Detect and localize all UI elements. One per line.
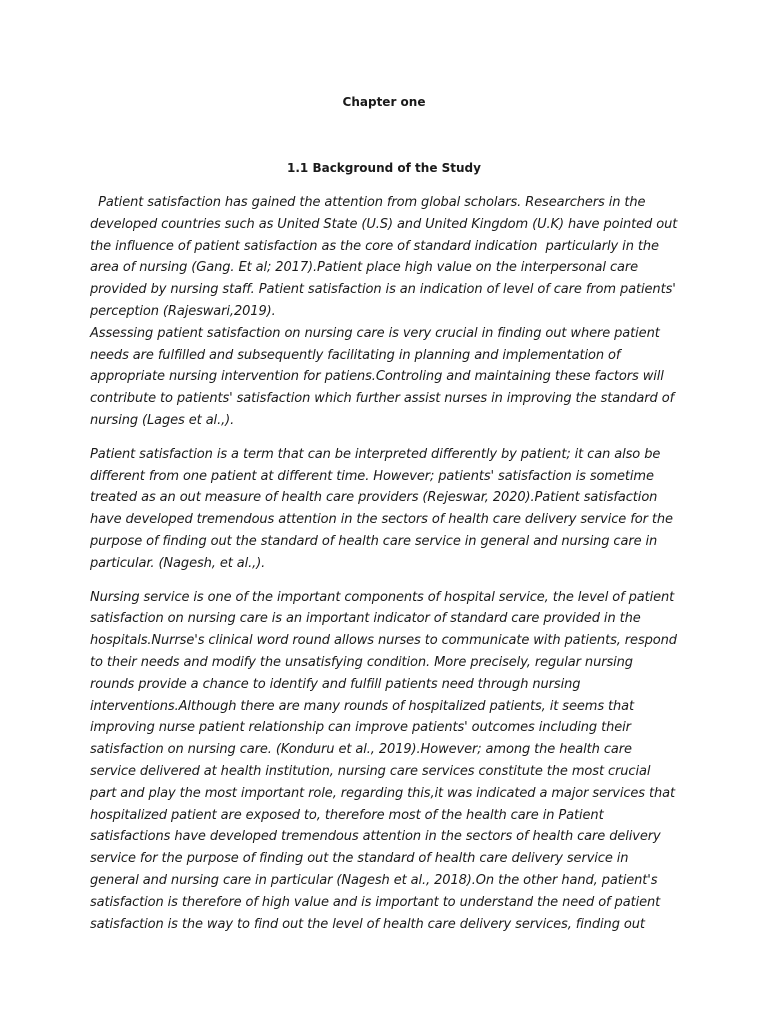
paragraph-nursing-service: Nursing service is one of the important components of hospital service, the level of patient satisfaction on nursing care is an important indicator of standard care provided in the hospitals.Nurrse's clinical word round allows nurses to communicate with patients, respond to their needs and modify the unsatisfying condition. More precisely, regular nursing rounds provide a chance to identify and fulfill patients need through nursing interventions.Although there are many rounds of hospitalized patients, it seems that improving nurse patient relationship can improve patients' outcomes including their satisfaction on nursing care. (Konduru et al., 2019).However; among the health care service delivered at health institution, nursing care services constitute the most crucial part and play the most important role, regarding this,it was indicated a major services that hospitalized patient are exposed to, therefore most of the health care in Patient satisfactions have developed tremendous attention in the sectors of health care delivery service for the purpose of finding out the standard of health care delivery service in general and nursing care in particular (Nagesh et al., 2018).On the other hand, patient's satisfaction is therefore of high value and is important to understand the need of patient satisfaction is the way to find out the level of health care delivery services, finding out [90, 589, 677, 932]
paragraph-satisfaction-definition: Patient satisfaction is a term that can be interpreted differently by patient; it can also be different from one patient at different time. However; patients' satisfaction is sometime treated as an out measure of health care providers (Rejeswar, 2020).Patient satisfaction have developed tremendous attention in the sectors of health care delivery service for the purpose of finding out the standard of health care service in general and nursing care in particular. (Nagesh, et al.,). [90, 446, 673, 571]
body-text [90, 192, 680, 935]
section-title: 1.1 Background of the Study [287, 161, 481, 175]
chapter-title: Chapter one [342, 95, 426, 109]
paragraph-assessing-satisfaction: Assessing patient satisfaction on nursing care is very crucial in finding out where patient needs are fulfilled and subsequently facilitating in planning and implementation of appropriate nursing intervention for patiens.Controling and maintaining these factors will contribute to patients' satisfaction which further assist nurses in improving the standard of nursing (Lages et al.,). [90, 325, 675, 428]
paragraph-global-scholars: Patient satisfaction has gained the attention from global scholars. Researchers in the developed countries such as United State (U.S) and United Kingdom (U.K) have pointed out the influence of patient satisfaction as the core of standard indication particularly in the area of nursing (Gang. Et al; 2017).Patient place high value on the interpersonal care provided by nursing staff. Patient satisfaction is an indication of level of care from patients' perception (Rajeswari,2019). [90, 195, 682, 319]
